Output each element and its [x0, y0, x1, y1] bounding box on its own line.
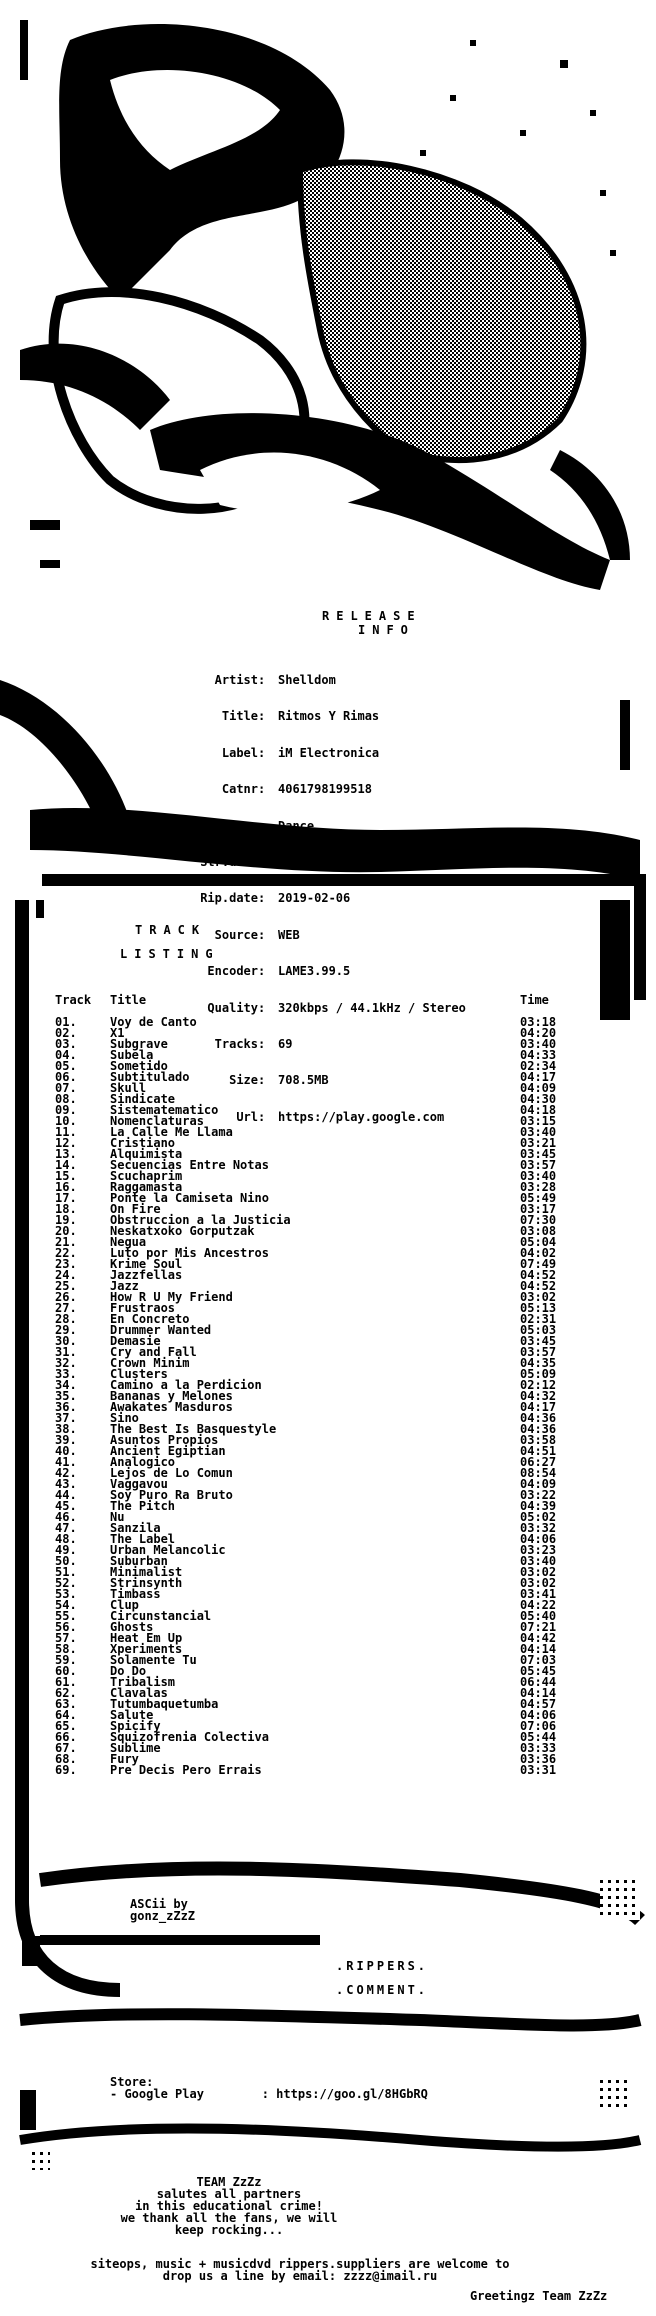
track-title: Obstruccion a la Justicia	[110, 1213, 291, 1227]
track-number: 02.	[55, 1026, 77, 1040]
track-duration: 04:17	[520, 1400, 557, 1414]
track-duration: 03:32	[520, 1521, 557, 1535]
track-title: Clusters	[110, 1367, 168, 1381]
track-number: 65.	[55, 1719, 77, 1733]
track-title: Asuntos Propios	[110, 1433, 219, 1447]
track-title: Lejos de Lo Comun	[110, 1466, 233, 1480]
track-number: 10.	[55, 1114, 77, 1128]
track-duration: 02:31	[520, 1312, 557, 1326]
track-duration: 03:40	[520, 1037, 557, 1051]
track-title: Cry and Fall	[110, 1345, 197, 1359]
track-duration: 02:12	[520, 1378, 557, 1392]
track-duration: 07:03	[520, 1653, 557, 1667]
col-track-header: Track	[55, 993, 92, 1007]
track-number: 15.	[55, 1169, 77, 1183]
track-number: 68.	[55, 1752, 77, 1766]
track-title: The Pitch	[110, 1499, 176, 1513]
store-block	[110, 2076, 428, 2100]
comment-frame	[20, 1936, 640, 2170]
track-number: 66.	[55, 1730, 77, 1744]
track-title: Sometido	[110, 1059, 168, 1073]
info-row-artist: Artist: Shelldom	[214, 673, 336, 687]
info-row-source: Source: WEB	[214, 927, 300, 942]
track-title: Demasie	[110, 1334, 161, 1348]
ascii-credit: ASCii by gonz_zZzZ	[130, 1897, 196, 1923]
track-duration: 04:09	[520, 1477, 557, 1491]
info-row-catnr: Catnr: 4061798199518	[221, 782, 372, 797]
track-number: 53.	[55, 1587, 77, 1601]
track-number: 08.	[55, 1092, 77, 1106]
track-number: 49.	[55, 1543, 77, 1557]
info-heading: INFO	[358, 623, 415, 637]
track-duration: 06:44	[520, 1675, 557, 1689]
track-duration: 03:40	[520, 1125, 557, 1139]
track-title: Heat Em Up	[110, 1631, 183, 1645]
track-number: 60.	[55, 1664, 77, 1678]
track-number: 11.	[55, 1125, 77, 1139]
track-duration: 04:09	[520, 1081, 557, 1095]
track-duration: 03:57	[520, 1345, 557, 1359]
track-duration: 05:44	[520, 1730, 557, 1744]
track-number: 22.	[55, 1246, 77, 1260]
track-number: 45.	[55, 1499, 77, 1513]
track-duration: 07:06	[520, 1719, 557, 1733]
track-number: 48.	[55, 1532, 77, 1546]
track-duration: 04:52	[520, 1279, 557, 1293]
track-duration: 03:23	[520, 1543, 557, 1557]
track-title: Timbass	[110, 1587, 161, 1601]
track-number: 03.	[55, 1037, 77, 1051]
track-number: 35.	[55, 1389, 77, 1403]
track-number: 32.	[55, 1356, 77, 1370]
store-link[interactable]: - Google Play : https://goo.gl/8HGbRQ	[110, 2087, 428, 2101]
track-title: Tribalism	[110, 1675, 176, 1689]
track-row	[55, 1016, 575, 1027]
track-number: 24.	[55, 1268, 77, 1282]
track-title: The Best Is Basquestyle	[110, 1422, 277, 1436]
track-duration: 07:21	[520, 1620, 557, 1634]
track-duration: 04:18	[520, 1103, 557, 1117]
track-title: Clup	[110, 1598, 139, 1612]
track-duration: 03:17	[520, 1202, 557, 1216]
track-duration: 05:45	[520, 1664, 557, 1678]
track-title: Scuchaprim	[110, 1169, 183, 1183]
track-number: 46.	[55, 1510, 77, 1524]
track-title: Salute	[110, 1708, 154, 1722]
track-title: Cristiano	[110, 1136, 176, 1150]
track-title: Ancient Egiptian	[110, 1444, 226, 1458]
track-duration: 07:49	[520, 1257, 557, 1271]
track-duration: 05:09	[520, 1367, 557, 1381]
track-number: 05.	[55, 1059, 77, 1073]
track-duration: 03:22	[520, 1488, 557, 1502]
track-title: Sindicate	[110, 1092, 176, 1106]
track-duration: 04:06	[520, 1708, 557, 1722]
track-number: 67.	[55, 1741, 77, 1755]
track-number: 62.	[55, 1686, 77, 1700]
track-title: Spicify	[110, 1719, 161, 1733]
info-row-encoder: Encoder: LAME3.99.5	[207, 964, 351, 979]
track-duration: 03:41	[520, 1587, 557, 1601]
track-title: Krime Soul	[110, 1257, 183, 1271]
track-number: 57.	[55, 1631, 77, 1645]
greetings: Greetingz Team ZzZz	[470, 2289, 608, 2303]
track-number: 26.	[55, 1290, 77, 1304]
track-duration: 06:27	[520, 1455, 557, 1469]
track-number: 44.	[55, 1488, 77, 1502]
track-title: Circunstancial	[110, 1609, 212, 1623]
track-title: Sublime	[110, 1741, 161, 1755]
track-title: X1	[110, 1026, 125, 1040]
track-number: 40.	[55, 1444, 77, 1458]
track-duration: 03:02	[520, 1290, 557, 1304]
track-title: Neskatxoko Gorputzak	[110, 1224, 255, 1238]
track-duration: 04:22	[520, 1598, 557, 1612]
track-title: Drummer Wanted	[110, 1323, 212, 1337]
track-number: 50.	[55, 1554, 77, 1568]
track-title: Camino a la Perdicion	[110, 1378, 262, 1392]
track-title: Nu	[110, 1510, 125, 1524]
track-number: 43.	[55, 1477, 77, 1491]
col-title-header: Title	[110, 993, 147, 1007]
track-number: 06.	[55, 1070, 77, 1084]
track-number: 04.	[55, 1048, 77, 1062]
track-duration: 04:36	[520, 1422, 557, 1436]
track-duration: 03:33	[520, 1741, 557, 1755]
track-title: Skull	[110, 1081, 147, 1095]
track-row	[55, 1764, 575, 1775]
track-title: Nomenclaturas	[110, 1114, 204, 1128]
track-duration: 08:54	[520, 1466, 557, 1480]
track-duration: 05:13	[520, 1301, 557, 1315]
track-title: Subtitulado	[110, 1070, 190, 1084]
track-number: 41.	[55, 1455, 77, 1469]
track-duration: 03:36	[520, 1752, 557, 1766]
track-duration: 04:52	[520, 1268, 557, 1282]
track-duration: 04:51	[520, 1444, 557, 1458]
track-number: 37.	[55, 1411, 77, 1425]
tracklist	[55, 1016, 575, 1775]
track-title: Alquimista	[110, 1147, 183, 1161]
track-title: Bananas y Melones	[110, 1389, 233, 1403]
track-number: 52.	[55, 1576, 77, 1590]
track-title: Crown Minim	[110, 1356, 190, 1370]
track-duration: 04:06	[520, 1532, 557, 1546]
siteops-note: siteops, music + musicdvd rippers.suppliers are welcome to drop us a line by email: zzzz@imail.ru	[90, 2257, 510, 2283]
track-title: Fury	[110, 1752, 139, 1766]
track-number: 14.	[55, 1158, 77, 1172]
figure-art	[20, 20, 630, 590]
track-number: 13.	[55, 1147, 77, 1161]
track-number: 31.	[55, 1345, 77, 1359]
track-duration: 03:18	[520, 1015, 557, 1029]
track-number: 27.	[55, 1301, 77, 1315]
track-duration: 03:02	[520, 1565, 557, 1579]
track-duration: 04:57	[520, 1697, 557, 1711]
track-number: 51.	[55, 1565, 77, 1579]
track-number: 07.	[55, 1081, 77, 1095]
track-duration: 03:58	[520, 1433, 557, 1447]
track-duration: 05:03	[520, 1323, 557, 1337]
track-number: 55.	[55, 1609, 77, 1623]
track-title: Do Do	[110, 1664, 147, 1678]
track-number: 28.	[55, 1312, 77, 1326]
track-duration: 04:36	[520, 1411, 557, 1425]
track-duration: 04:14	[520, 1642, 557, 1656]
info-row-url: Url: https://play.google.com	[236, 1109, 445, 1124]
track-number: 30.	[55, 1334, 77, 1348]
track-duration: 03:28	[520, 1180, 557, 1194]
track-title: Tutumbaquetumba	[110, 1697, 219, 1711]
track-duration: 02:34	[520, 1059, 557, 1073]
track-number: 21.	[55, 1235, 77, 1249]
track-duration: 04:35	[520, 1356, 557, 1370]
track-number: 34.	[55, 1378, 77, 1392]
info-row-strdate: Str.date: 2019-02-06	[200, 854, 351, 869]
track-heading: TRACK	[135, 923, 207, 937]
track-duration: 03:08	[520, 1224, 557, 1238]
track-number: 17.	[55, 1191, 77, 1205]
track-number: 16.	[55, 1180, 77, 1194]
track-duration: 04:14	[520, 1686, 557, 1700]
track-duration: 05:40	[520, 1609, 557, 1623]
info-row-size: Size: 708.5MB	[229, 1073, 329, 1088]
rippers-heading: .RIPPERS.	[336, 1959, 429, 1973]
track-number: 25.	[55, 1279, 77, 1293]
track-duration: 04:20	[520, 1026, 557, 1040]
track-title: Solamente Tu	[110, 1653, 197, 1667]
track-title: Subgrave	[110, 1037, 168, 1051]
track-number: 23.	[55, 1257, 77, 1271]
track-number: 56.	[55, 1620, 77, 1634]
track-number: 38.	[55, 1422, 77, 1436]
track-number: 47.	[55, 1521, 77, 1535]
track-duration: 03:15	[520, 1114, 557, 1128]
track-duration: 03:31	[520, 1763, 557, 1777]
track-number: 59.	[55, 1653, 77, 1667]
track-title: Ghosts	[110, 1620, 154, 1634]
track-title: Frustraos	[110, 1301, 176, 1315]
track-title: Xperiments	[110, 1642, 183, 1656]
track-title: Pre Decis Pero Errais	[110, 1763, 262, 1777]
track-number: 39.	[55, 1433, 77, 1447]
track-title: Voy de Canto	[110, 1015, 197, 1029]
track-duration: 04:02	[520, 1246, 557, 1260]
track-title: Strinsynth	[110, 1576, 183, 1590]
track-title: Jazzfellas	[110, 1268, 183, 1282]
track-duration: 03:40	[520, 1169, 557, 1183]
track-duration: 04:30	[520, 1092, 557, 1106]
track-duration: 04:32	[520, 1389, 557, 1403]
info-row-label: Label: iM Electronica	[221, 745, 380, 760]
track-title: Awakates Masduros	[110, 1400, 233, 1414]
track-title: Minimalist	[110, 1565, 183, 1579]
track-number: 36.	[55, 1400, 77, 1414]
track-title: Luto por Mis Ancestros	[110, 1246, 269, 1260]
track-number: 61.	[55, 1675, 77, 1689]
track-number: 58.	[55, 1642, 77, 1656]
track-title: La Calle Me Llama	[110, 1125, 233, 1139]
listing-heading: LISTING	[120, 947, 220, 961]
track-title: Clavalas	[110, 1686, 168, 1700]
track-title: Sino	[110, 1411, 139, 1425]
track-title: Soy Puro Ra Bruto	[110, 1488, 233, 1502]
info-row-genre: Genre: Dance	[221, 818, 315, 833]
track-duration: 03:45	[520, 1334, 557, 1348]
track-duration: 04:39	[520, 1499, 557, 1513]
track-title: Ponte la Camiseta Nino	[110, 1191, 269, 1205]
comment-heading: .COMMENT.	[336, 1983, 429, 1997]
track-duration: 03:40	[520, 1554, 557, 1568]
track-row	[55, 1500, 575, 1511]
track-title: The Label	[110, 1532, 176, 1546]
track-title: Suburban	[110, 1554, 168, 1568]
team-salute: TEAM ZzZz salutes all partners in this educational crime! we thank all the fans, we will keep rocking...	[120, 2175, 338, 2237]
track-number: 18.	[55, 1202, 77, 1216]
track-title: On Fire	[110, 1202, 161, 1216]
track-number: 42.	[55, 1466, 77, 1480]
track-title: Raggamasta	[110, 1180, 183, 1194]
track-duration: 03:02	[520, 1576, 557, 1590]
track-duration: 03:21	[520, 1136, 557, 1150]
track-number: 19.	[55, 1213, 77, 1227]
track-number: 54.	[55, 1598, 77, 1612]
track-number: 12.	[55, 1136, 77, 1150]
track-number: 69.	[55, 1763, 77, 1777]
info-row-quality: Quality: 320kbps / 44.1kHz / Stereo	[207, 1000, 466, 1015]
track-duration: 04:42	[520, 1631, 557, 1645]
track-duration: 07:30	[520, 1213, 557, 1227]
track-number: 63.	[55, 1697, 77, 1711]
track-title: Analogico	[110, 1455, 176, 1469]
info-row-tracks: Tracks: 69	[214, 1036, 293, 1051]
store-label: Store:	[110, 2075, 154, 2089]
track-duration: 05:02	[520, 1510, 557, 1524]
track-duration: 03:57	[520, 1158, 557, 1172]
track-title: Vaggavou	[110, 1477, 168, 1491]
track-duration: 05:04	[520, 1235, 557, 1249]
track-title: How R U My Friend	[110, 1290, 233, 1304]
track-duration: 04:17	[520, 1070, 557, 1084]
track-number: 64.	[55, 1708, 77, 1722]
track-number: 29.	[55, 1323, 77, 1337]
info-row-ripdate: Rip.date: 2019-02-06	[200, 891, 351, 906]
col-time-header: Time	[520, 993, 549, 1007]
track-duration: 03:45	[520, 1147, 557, 1161]
track-number: 09.	[55, 1103, 77, 1117]
track-duration: 05:49	[520, 1191, 557, 1205]
track-title: Urban Melancolic	[110, 1543, 226, 1557]
track-number: 20.	[55, 1224, 77, 1238]
track-title: Sistematematico	[110, 1103, 219, 1117]
track-title: Secuencias Entre Notas	[110, 1158, 269, 1172]
track-duration: 04:33	[520, 1048, 557, 1062]
track-title: Negua	[110, 1235, 147, 1249]
release-heading: RELEASE	[322, 609, 422, 623]
info-row-title: Title: Ritmos Y Rimas	[221, 709, 380, 724]
track-number: 33.	[55, 1367, 77, 1381]
track-title: Subela	[110, 1048, 154, 1062]
track-title: En Concreto	[110, 1312, 190, 1326]
track-number: 01.	[55, 1015, 77, 1029]
track-title: Jazz	[110, 1279, 139, 1293]
track-title: Squizofrenia Colectiva	[110, 1730, 269, 1744]
track-title: Sanzila	[110, 1521, 161, 1535]
